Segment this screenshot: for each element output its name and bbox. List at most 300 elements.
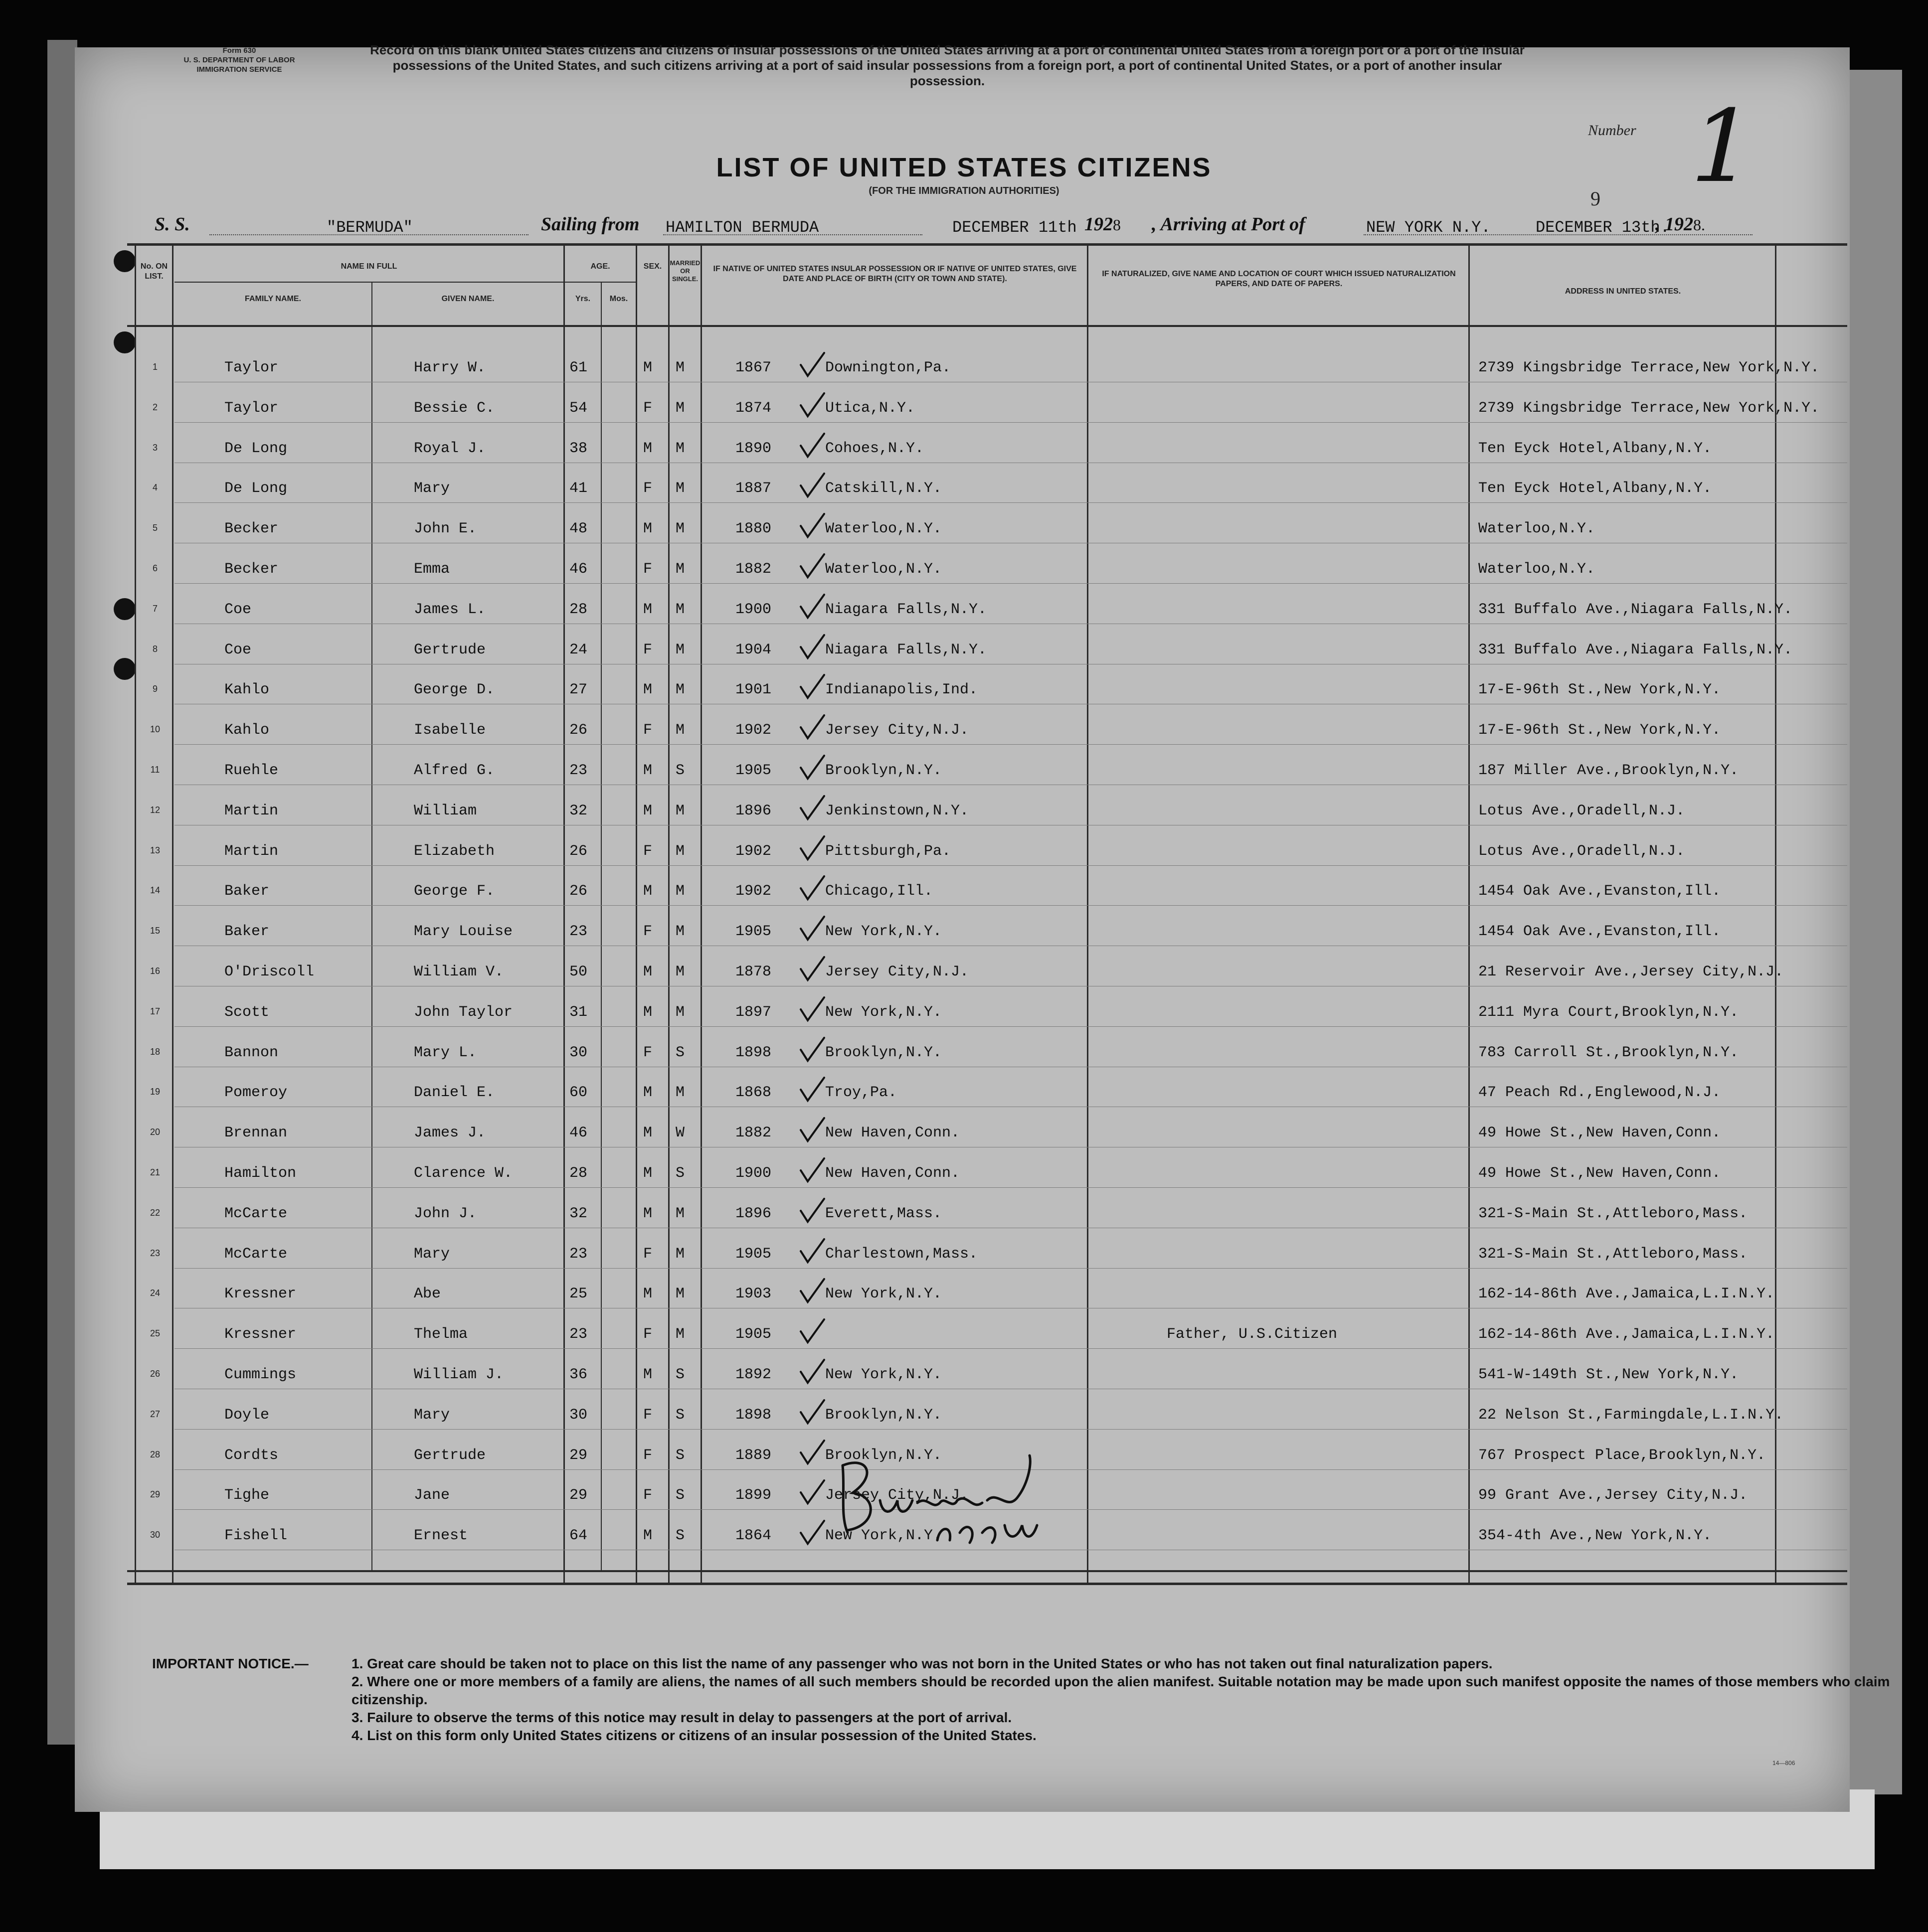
address: Waterloo,N.Y. [1478,520,1595,538]
row-number: 4 [152,483,158,493]
age-years: 29 [569,1447,588,1464]
birth-place: New York,N.Y. [825,1003,942,1021]
marital-status: S [676,762,685,779]
checkmark-icon [797,1477,827,1507]
family-name: De Long [224,480,288,497]
birth-place: Jersey City,N.J. [825,1487,969,1504]
birth-place: Brooklyn,N.Y. [825,762,942,779]
given-name: Elizabeth [414,842,495,860]
age-years: 28 [569,601,588,618]
checkmark-icon [797,1035,827,1065]
birth-year: 1890 [735,440,772,457]
address: 354-4th Ave.,New York,N.Y. [1478,1527,1712,1545]
row-number: 1 [152,362,158,372]
age-years: 23 [569,762,588,779]
given-name: Abe [414,1286,441,1303]
page-mark: 9 [1590,187,1600,210]
row-number: 15 [150,926,161,936]
family-name: Taylor [224,359,279,376]
checkmark-icon [797,1236,827,1266]
header-married-or-single: MARRIED OR SINGLE. [670,259,701,283]
sex: M [643,1125,653,1142]
row-number: 24 [150,1288,161,1298]
birth-place: Indianapolis,Ind. [825,681,978,699]
header-address: ADDRESS IN UNITED STATES. [1565,287,1681,296]
row-rule [175,1268,1847,1269]
marital-status: M [676,1205,685,1222]
age-years: 32 [569,802,588,819]
given-name: Clarence W. [414,1165,513,1182]
marital-status: S [676,1527,685,1545]
row-rule [175,865,1847,866]
checkmark-icon [797,1115,827,1145]
address: 2739 Kingsbridge Terrace,New York,N.Y. [1478,359,1820,376]
binder-hole-icon [114,598,136,620]
address: 22 Nelson St.,Farmingdale,L.I.N.Y. [1478,1406,1784,1424]
inspector-signature-icon [833,1446,1092,1545]
checkmark-icon [797,592,827,622]
row-rule [175,1026,1847,1027]
row-rule [175,1187,1847,1188]
family-name: Fishell [224,1527,288,1545]
marital-status: M [676,601,685,618]
address: 767 Prospect Place,Brooklyn,N.Y. [1478,1447,1766,1464]
checkmark-icon [797,511,827,541]
row-rule [175,1348,1847,1349]
family-name: Martin [224,802,279,819]
page-subtitle: (FOR THE IMMIGRATION AUTHORITIES) [869,185,1059,196]
birth-year: 1900 [735,1165,772,1182]
row-number: 20 [150,1127,161,1137]
sex: F [643,480,653,497]
marital-status: M [676,681,685,699]
birth-place: New York,N.Y. [825,1527,942,1545]
address: 49 Howe St.,New Haven,Conn. [1478,1125,1721,1142]
sailing-from: HAMILTON BERMUDA [666,218,819,237]
address: 17-E-96th St.,New York,N.Y. [1478,722,1721,739]
given-name: William V. [414,964,504,980]
family-name: Ruehle [224,762,279,779]
family-name: Coe [224,641,252,658]
birth-year: 1868 [735,1084,772,1102]
family-name: Brennan [224,1125,288,1142]
header-naturalization: IF NATURALIZED, GIVE NAME AND LOCATION OF COURT WHICH ISSUED NATURALIZATION PAPERS, AND DATE OF PAPERS. [1102,270,1456,288]
birth-place: Brooklyn,N.Y. [825,1447,942,1464]
row-number: 12 [150,805,161,815]
age-years: 64 [569,1527,588,1545]
age-years: 29 [569,1487,588,1504]
notice-item-2: 2. Where one or more members of a family are aliens, the names of all such members should be recorded upon the alien manifest. Suitable notation may be made upon such manifest opposite the names of those members who claim citizenship. [351,1674,1890,1707]
checkmark-icon [797,1155,827,1185]
marital-status: S [676,1406,685,1424]
row-number: 18 [150,1046,161,1057]
row-number: 26 [150,1369,161,1379]
given-name: Gertrude [414,641,486,658]
birth-year: 1905 [735,762,772,779]
notice-item-4: 4. List on this form only United States citizens or citizens of an insular possession of the United States. [351,1728,1037,1743]
given-name: Daniel E. [414,1084,495,1102]
sex: F [643,561,653,578]
address: 1454 Oak Ave.,Evanston,Ill. [1478,883,1721,900]
important-notice [152,1655,1928,1745]
age-years: 24 [569,641,588,658]
header-birth-place: IF NATIVE OF UNITED STATES INSULAR POSSESSION OR IF NATIVE OF UNITED STATES, GIVE DATE AND PLACE OF BIRTH (CITY OR TOWN AND STATE). [713,265,1077,283]
address: 162-14-86th Ave.,Jamaica,L.I.N.Y. [1478,1286,1775,1303]
sex: F [643,1245,653,1263]
sex: F [643,1487,653,1504]
age-years: 46 [569,1125,588,1142]
marital-status: M [676,480,685,497]
sex: M [643,1527,653,1545]
age-years: 23 [569,1326,588,1343]
address: 331 Buffalo Ave.,Niagara Falls,N.Y. [1478,601,1793,618]
sex: M [643,1003,653,1021]
marital-status: M [676,722,685,739]
arriving-label: , Arriving at Port of [1152,214,1305,235]
age-years: 32 [569,1205,588,1222]
given-name: Mary L. [414,1044,477,1061]
address: 783 Carroll St.,Brooklyn,N.Y. [1478,1044,1739,1061]
marital-status: S [676,1366,685,1383]
sex: F [643,1044,653,1061]
marital-status: M [676,399,685,417]
birth-place: Brooklyn,N.Y. [825,1406,942,1424]
age-years: 30 [569,1044,588,1061]
birth-year: 1901 [735,681,772,699]
sex: F [643,641,653,658]
marital-status: M [676,883,685,900]
row-number: 7 [152,603,158,614]
birth-year: 1898 [735,1406,772,1424]
checkmark-icon [797,712,827,742]
ship-prefix: S. S. [155,214,190,235]
page-edge-right [1847,70,1902,1794]
sex: F [643,923,653,941]
age-years: 30 [569,1406,588,1424]
address: 321-S-Main St.,Attleboro,Mass. [1478,1245,1748,1263]
family-name: McCarte [224,1245,288,1263]
row-number: 19 [150,1087,161,1097]
sailing-label: Sailing from [541,214,640,235]
address: 99 Grant Ave.,Jersey City,N.J. [1478,1487,1748,1504]
address: 49 Howe St.,New Haven,Conn. [1478,1165,1721,1182]
birth-place: Niagara Falls,N.Y. [825,601,987,618]
marital-status: M [676,842,685,860]
checkmark-icon [797,1276,827,1306]
family-name: Kressner [224,1286,297,1303]
sex: M [643,802,653,819]
checkmark-icon [797,551,827,581]
sex: M [643,883,653,900]
family-name: Baker [224,923,270,941]
family-name: Baker [224,883,270,900]
row-number: 25 [150,1328,161,1339]
notice-heading: IMPORTANT NOTICE.— [152,1656,309,1671]
birth-place: Catskill,N.Y. [825,480,942,497]
row-number: 21 [150,1167,161,1177]
birth-place: Everett,Mass. [825,1205,942,1222]
family-name: Kahlo [224,722,270,739]
notice-item-3: 3. Failure to observe the terms of this notice may result in delay to passengers at the port of arrival. [351,1710,1012,1725]
checkmark-icon [797,994,827,1024]
given-name: John Taylor [414,1003,513,1021]
birth-place: Brooklyn,N.Y. [825,1044,942,1061]
age-years: 54 [569,399,588,417]
age-years: 26 [569,842,588,860]
marital-status: S [676,1165,685,1182]
page-title: LIST OF UNITED STATES CITIZENS [716,153,1212,182]
address: 17-E-96th St.,New York,N.Y. [1478,681,1721,699]
age-years: 38 [569,440,588,457]
family-name: Becker [224,561,279,578]
birth-place: Jenkinstown,N.Y. [825,802,969,819]
age-years: 23 [569,923,588,941]
given-name: Emma [414,561,450,578]
family-name: Tighe [224,1487,270,1504]
address: 162-14-86th Ave.,Jamaica,L.I.N.Y. [1478,1326,1775,1343]
row-number: 9 [152,684,158,694]
form-instructions: Record on this blank United States citizens and citizens of insular possessions of the United States arriving at a port of continental United States from a foreign port or a port of the insular possessions of the United States, and such citizens arriving at a port of said insular possessions from a foreign port, a port of continental United States, or a port of another insular possession. [370,42,1525,88]
header-family-name: FAMILY NAME. [245,295,301,303]
birth-year: 1874 [735,399,772,417]
address: 2111 Myra Court,Brooklyn,N.Y. [1478,1003,1739,1021]
sex: M [643,520,653,538]
family-name: Hamilton [224,1165,297,1182]
age-years: 36 [569,1366,588,1383]
given-name: George F. [414,883,495,900]
checkmark-icon [797,471,827,500]
birth-place: Cohoes,N.Y. [825,440,924,457]
marital-status: M [676,641,685,658]
marital-status: M [676,1326,685,1343]
row-number: 6 [152,563,158,573]
row-number: 10 [150,724,161,735]
marital-status: S [676,1487,685,1504]
given-name: Ernest [414,1527,468,1545]
birth-place: Waterloo,N.Y. [825,520,942,538]
birth-year: 1864 [735,1527,772,1545]
age-years: 41 [569,480,588,497]
sailing-date: DECEMBER 11th [952,218,1077,237]
birth-place: Charlestown,Mass. [825,1245,978,1263]
row-number: 23 [150,1248,161,1258]
address: 187 Miller Ave.,Brooklyn,N.Y. [1478,762,1739,779]
checkmark-icon [797,1196,827,1226]
birth-place: New York,N.Y. [825,1286,942,1303]
sex: F [643,1406,653,1424]
arriving-date: DECEMBER 13th. [1536,218,1670,237]
address: 1454 Oak Ave.,Evanston,Ill. [1478,923,1721,941]
marital-status: W [676,1125,685,1142]
age-years: 25 [569,1286,588,1303]
header-no-on-list: No. ON LIST. [140,262,168,281]
family-name: Martin [224,842,279,860]
birth-place: New York,N.Y. [825,1366,942,1383]
checkmark-icon [797,632,827,662]
checkmark-icon [797,390,827,420]
marital-status: M [676,440,685,457]
row-number: 8 [152,644,158,654]
form-number: Form 630 [222,46,256,55]
sex: M [643,1286,653,1303]
checkmark-icon [797,1316,827,1346]
birth-year: 1880 [735,520,772,538]
address: Ten Eyck Hotel,Albany,N.Y. [1478,480,1712,497]
row-number: 29 [150,1489,161,1500]
family-name: Bannon [224,1044,279,1061]
marital-status: M [676,561,685,578]
header-age: AGE. [590,262,610,271]
sex: M [643,762,653,779]
given-name: Mary [414,480,450,497]
birth-year: 1905 [735,1326,772,1343]
row-number: 14 [150,885,161,896]
birth-year: 1882 [735,1125,772,1142]
birth-year: 1887 [735,480,772,497]
given-name: Mary Louise [414,923,513,941]
given-name: Harry W. [414,359,486,376]
checkmark-icon [797,431,827,461]
given-name: Isabelle [414,722,486,739]
row-number: 27 [150,1409,161,1419]
given-name: Gertrude [414,1447,486,1464]
birth-place: Niagara Falls,N.Y. [825,641,987,658]
birth-year: 1867 [735,359,772,376]
sex: M [643,601,653,618]
number-label: Number [1588,122,1636,139]
birth-year: 1904 [735,641,772,658]
sex: F [643,1326,653,1343]
row-number: 22 [150,1207,161,1218]
family-name: Doyle [224,1406,270,1424]
sex: M [643,1084,653,1102]
given-name: Mary [414,1245,450,1263]
address: 47 Peach Rd.,Englewood,N.J. [1478,1084,1721,1102]
arriving-port: NEW YORK N.Y. [1366,218,1491,237]
marital-status: M [676,359,685,376]
given-name: James L. [414,601,486,618]
birth-place: Chicago,Ill. [825,883,933,900]
marital-status: M [676,923,685,941]
sex: M [643,1205,653,1222]
birth-year: 1892 [735,1366,772,1383]
family-name: Kressner [224,1326,297,1343]
address: 21 Reservoir Ave.,Jersey City,N.J. [1478,964,1784,980]
birth-year: 1902 [735,883,772,900]
marital-status: M [676,520,685,538]
sex: F [643,722,653,739]
age-years: 27 [569,681,588,699]
family-name: O'Driscoll [224,964,315,980]
checkmark-icon [797,1438,827,1467]
row-rule [175,502,1847,503]
address: Lotus Ave.,Oradell,N.J. [1478,842,1685,860]
form-identifier [135,46,344,74]
header-sex: SEX. [643,262,662,271]
marital-status: M [676,1084,685,1102]
birth-year: 1899 [735,1487,772,1504]
age-years: 28 [569,1165,588,1182]
marital-status: M [676,1245,685,1263]
header-given-name: GIVEN NAME. [441,295,495,303]
sex: M [643,1366,653,1383]
given-name: Alfred G. [414,762,495,779]
age-years: 31 [569,1003,588,1021]
given-name: Mary [414,1406,450,1424]
family-name: Pomeroy [224,1084,288,1102]
binder-edge [47,40,77,1745]
sex: M [643,681,653,699]
list-number: 1 [1678,89,1766,205]
marital-status: M [676,1003,685,1021]
sex: F [643,1447,653,1464]
row-rule [175,422,1847,423]
family-name: De Long [224,440,288,457]
checkmark-icon [797,873,827,903]
family-name: Becker [224,520,279,538]
service-name: IMMIGRATION SERVICE [196,65,282,74]
checkmark-icon [797,350,827,380]
age-years: 48 [569,520,588,538]
checkmark-icon [797,1357,827,1387]
row-number: 3 [152,442,158,453]
checkmark-icon [797,753,827,783]
row-number: 30 [150,1530,161,1540]
given-name: George D. [414,681,495,699]
sex: F [643,842,653,860]
age-years: 50 [569,964,588,980]
sex: M [643,440,653,457]
header-mos: Mos. [609,295,628,303]
birth-place: New Haven,Conn. [825,1165,960,1182]
sex: M [643,1165,653,1182]
birth-year: 1896 [735,1205,772,1222]
row-number: 28 [150,1449,161,1459]
address: Waterloo,N.Y. [1478,561,1595,578]
birth-year: 1882 [735,561,772,578]
birth-year: 1898 [735,1044,772,1061]
birth-place: Troy,Pa. [825,1084,897,1102]
address: Ten Eyck Hotel,Albany,N.Y. [1478,440,1712,457]
row-number: 13 [150,845,161,855]
marital-status: M [676,964,685,980]
age-years: 60 [569,1084,588,1102]
header-yrs: Yrs. [575,295,591,303]
header-name-in-full: NAME IN FULL [341,262,397,271]
checkmark-icon [797,1518,827,1548]
birth-place: Jersey City,N.J. [825,964,969,980]
birth-year: 1902 [735,722,772,739]
given-name: William [414,802,477,819]
row-number: 16 [150,966,161,976]
checkmark-icon [797,672,827,702]
row-number: 2 [152,402,158,412]
marital-status: S [676,1044,685,1061]
address: 2739 Kingsbridge Terrace,New York,N.Y. [1478,399,1820,417]
birth-place: Jersey City,N.J. [825,722,969,739]
birth-year: 1897 [735,1003,772,1021]
sex: F [643,399,653,417]
row-number: 11 [150,765,160,775]
checkmark-icon [797,793,827,823]
birth-place: Pittsburgh,Pa. [825,842,951,860]
family-name: Cordts [224,1447,279,1464]
birth-place: New York,N.Y. [825,923,942,941]
birth-year: 1905 [735,923,772,941]
birth-year: 1896 [735,802,772,819]
given-name: John J. [414,1205,477,1222]
birth-year: 1902 [735,842,772,860]
